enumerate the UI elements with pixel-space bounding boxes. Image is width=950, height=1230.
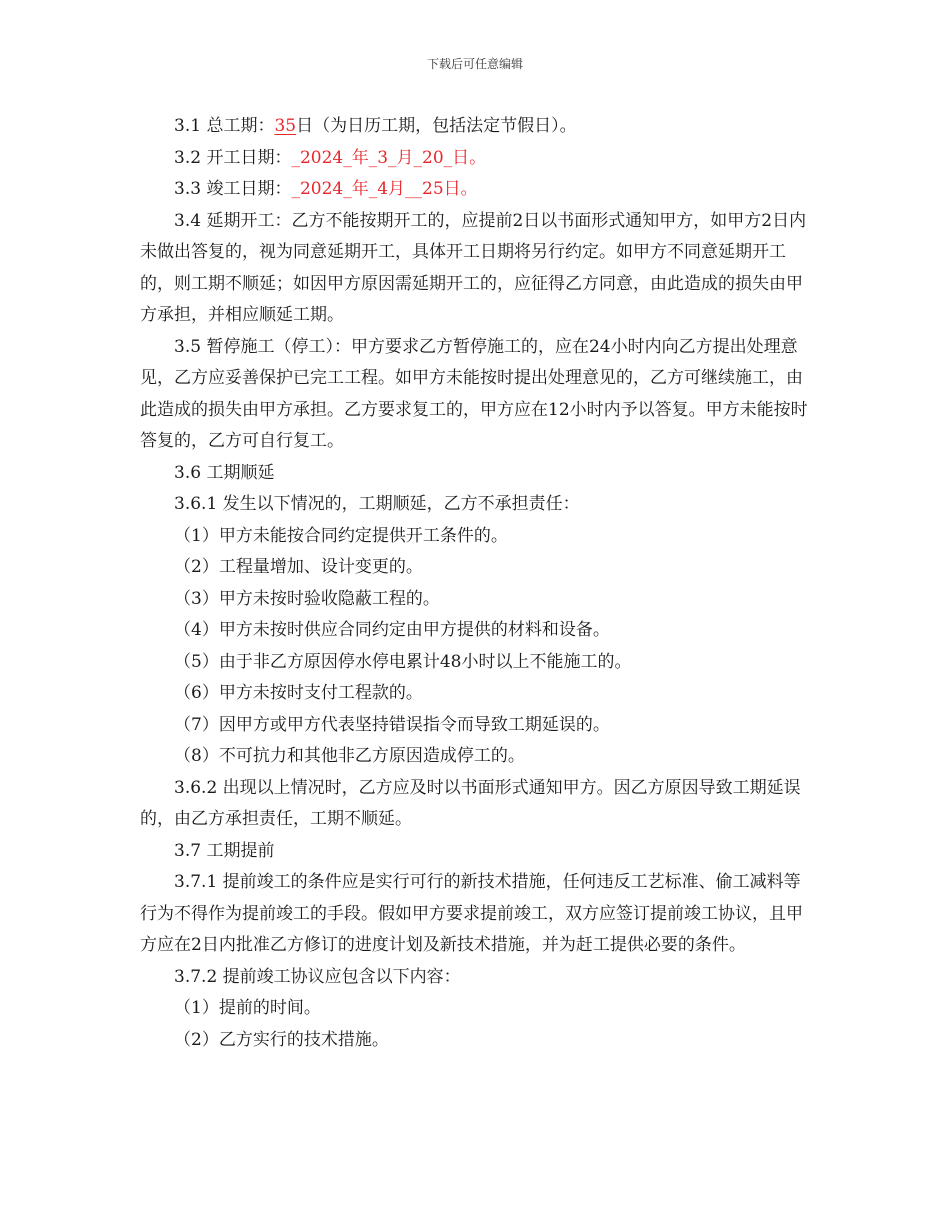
list-item: （1）提前的时间。 — [174, 998, 321, 1018]
clause-3-2: 3.2 开工日期：_2024_年_3_月_20_日。 — [174, 147, 487, 168]
list-item: （1）甲方未能按合同约定提供开工条件的。 — [174, 525, 508, 546]
list-item: （2）工程量增加、设计变更的。 — [174, 557, 423, 577]
clause-3-5: 3.5 暂停施工（停工）：甲方要求乙方暂停施工的，应在24小时内向乙方提出处理意见，乙方应妥善保护已完工工程。如甲方未能按时提出处理意见的，乙方可继续施工，由此造成的损失由甲方承担。乙方要求复工的，甲方应在12小时内予以答复。甲方未能按时答复的，乙方可自行复工。 — [140, 336, 808, 451]
heading-3-7: 3.7 工期提前 — [174, 840, 275, 861]
document-body — [140, 111, 815, 1056]
list-item: （6）甲方未按时支付工程款的。 — [174, 683, 423, 703]
list-item: （8）不可抗力和其他非乙方原因造成停工的。 — [174, 746, 525, 766]
list-item: （7）因甲方或甲方代表坚持错误指令而导致工期延误的。 — [174, 714, 610, 735]
list-item: （3）甲方未按时验收隐蔽工程的。 — [174, 588, 440, 609]
completion-date-value: _2024_年_4月__25日。 — [291, 179, 478, 199]
list-item: （2）乙方实行的技术措施。 — [174, 1029, 389, 1050]
start-date-value: _2024_年_3_月_20_日。 — [291, 147, 487, 168]
clause-3-3: 3.3 竣工日期：_2024_年_4月__25日。 — [174, 179, 478, 199]
page-header: 下载后可任意编辑 — [426, 57, 523, 71]
clause-3-6-1: 3.6.1 发生以下情况的，工期顺延，乙方不承担责任： — [174, 494, 580, 514]
clause-3-7-2: 3.7.2 提前竣工协议应包含以下内容： — [174, 966, 461, 987]
clause-3-4: 3.4 延期开工：乙方不能按期开工的，应提前2日以书面形式通知甲方，如甲方2日内未做出答复的，视为同意延期开工，具体开工日期将另行约定。如甲方不同意延期开工的，则工期不顺延；如因甲方原因需延期开工的，应征得乙方同意，由此造成的损失由甲方承担，并相应顺延工期。 — [140, 210, 807, 325]
clause-3-1: 3.1 总工期：35日（为日历工期，包括法定节假日）。 — [174, 116, 577, 136]
clause-3-7-1: 3.7.1 提前竣工的条件应是实行可行的新技术措施，任何违反工艺标准、偷工减料等行为不得作为提前竣工的手段。假如甲方要求提前竣工，双方应签订提前竣工协议，且甲方应在2日内批准乙方修订的进度计划及新技术措施，并为赶工提供必要的条件。 — [140, 872, 803, 955]
list-item: （4）甲方未按时供应合同约定由甲方提供的材料和设备。 — [174, 620, 610, 640]
clause-3-6-2: 3.6.2 出现以上情况时，乙方应及时以书面形式通知甲方。因乙方原因导致工期延误的，由乙方承担责任，工期不顺延。 — [140, 777, 801, 829]
heading-3-6: 3.6 工期顺延 — [174, 462, 275, 483]
total-duration-value: 35 — [274, 116, 297, 136]
list-item: （5）由于非乙方原因停水停电累计48小时以上不能施工的。 — [174, 651, 632, 672]
